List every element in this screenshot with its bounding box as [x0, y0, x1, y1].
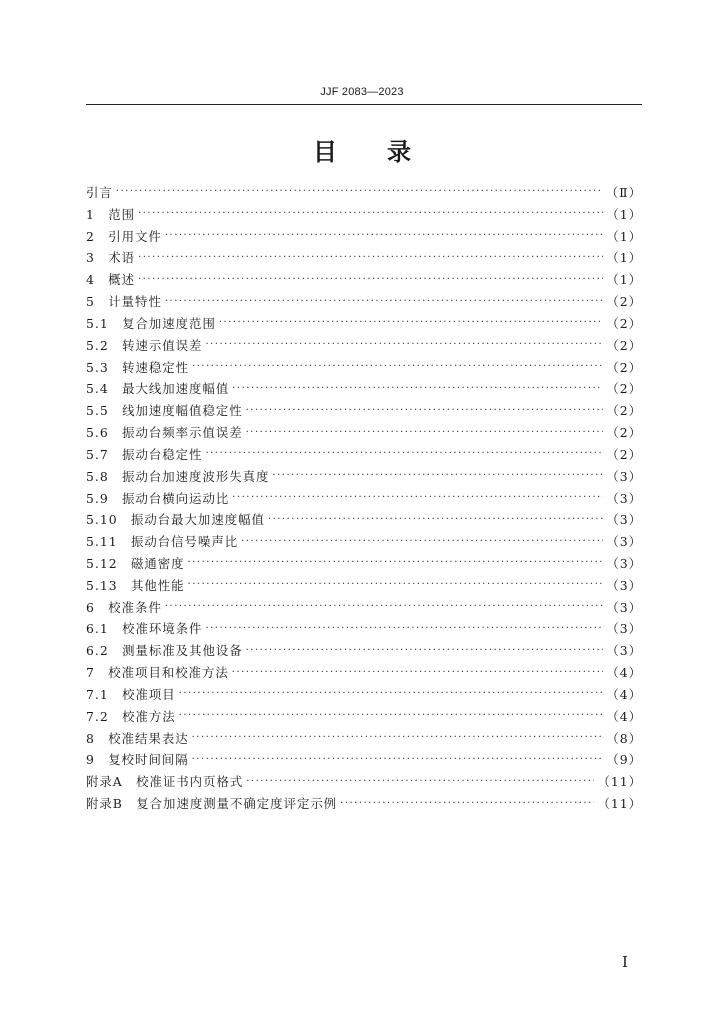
toc-entry-label: 5.5 线加速度幅值稳定性 [86, 403, 243, 419]
toc-leader-dots [192, 361, 603, 372]
toc-entry-page: （4） [606, 665, 642, 681]
toc-entry-page: （3） [606, 468, 642, 484]
table-of-contents [86, 181, 642, 814]
toc-entry[interactable] [86, 377, 642, 399]
toc-entry[interactable] [86, 792, 642, 814]
toc-leader-dots [246, 405, 604, 416]
toc-entry-page: （3） [606, 512, 642, 528]
toc-entry[interactable] [86, 443, 642, 465]
toc-entry-page: （Ⅱ） [605, 184, 642, 200]
toc-leader-dots [205, 623, 603, 634]
toc-leader-dots [241, 536, 603, 547]
toc-leader-dots [138, 252, 603, 263]
toc-entry[interactable] [86, 465, 642, 487]
toc-entry-label: 引言 [86, 184, 113, 200]
toc-entry-label: 5.1 复合加速度范围 [86, 315, 216, 331]
toc-entry-page: （3） [606, 490, 642, 506]
toc-entry-page: （2） [606, 446, 642, 462]
toc-leader-dots [138, 208, 603, 219]
toc-entry-page: （3） [606, 577, 642, 593]
toc-leader-dots [192, 754, 604, 765]
toc-entry[interactable] [86, 246, 642, 268]
toc-entry-page: （2） [606, 294, 642, 310]
toc-leader-dots [232, 383, 603, 394]
toc-title [0, 132, 724, 167]
toc-entry-page: （4） [606, 708, 642, 724]
toc-entry-page: （3） [606, 643, 642, 659]
toc-leader-dots [246, 427, 604, 438]
toc-leader-dots [165, 601, 603, 612]
toc-leader-dots [165, 296, 603, 307]
toc-entry-page: （11） [597, 796, 642, 812]
toc-entry-page: （2） [606, 403, 642, 419]
toc-entry-label: 5.9 振动台横向运动比 [86, 490, 230, 506]
toc-entry[interactable] [86, 639, 642, 661]
toc-leader-dots [268, 514, 603, 525]
toc-entry-page: （11） [597, 774, 642, 790]
toc-entry[interactable] [86, 727, 642, 749]
toc-entry-page: （1） [606, 272, 642, 288]
toc-leader-dots [179, 710, 604, 721]
toc-leader-dots [340, 798, 594, 809]
toc-entry[interactable] [86, 181, 642, 203]
toc-entry-label: 5.11 振动台信号噪声比 [86, 534, 239, 550]
toc-entry[interactable] [86, 487, 642, 509]
toc-entry[interactable] [86, 399, 642, 421]
toc-entry[interactable] [86, 312, 642, 334]
toc-entry-page: （3） [606, 555, 642, 571]
toc-leader-dots [232, 667, 604, 678]
toc-entry-page: （8） [606, 730, 642, 746]
toc-entry-label: 5.8 振动台加速度波形失真度 [86, 468, 270, 484]
toc-entry-label: 5.10 振动台最大加速度幅值 [86, 512, 265, 528]
toc-entry-page: （2） [606, 381, 642, 397]
toc-entry-label: 5.7 振动台稳定性 [86, 446, 203, 462]
toc-entry-label: 2 引用文件 [86, 228, 162, 244]
toc-leader-dots [165, 230, 603, 241]
toc-entry[interactable] [86, 268, 642, 290]
document-code-header: JJF 2083—2023 [320, 86, 404, 98]
toc-entry-page: （1） [606, 228, 642, 244]
toc-entry-page: （9） [606, 752, 642, 768]
toc-title-part2: 录 [387, 138, 411, 166]
toc-entry[interactable] [86, 356, 642, 378]
toc-entry-page: （3） [606, 599, 642, 615]
toc-entry-page: （1） [606, 250, 642, 266]
toc-entry[interactable] [86, 421, 642, 443]
toc-leader-dots [205, 339, 603, 350]
toc-entry-label: 6.1 校准环境条件 [86, 621, 203, 637]
toc-entry-label: 9 复校时间间隔 [86, 752, 189, 768]
toc-entry[interactable] [86, 770, 642, 792]
toc-leader-dots [246, 645, 604, 656]
toc-entry[interactable] [86, 334, 642, 356]
toc-entry-page: （2） [606, 425, 642, 441]
page-number: Ⅰ [622, 953, 628, 971]
toc-entry-label: 3 术语 [86, 250, 136, 266]
toc-entry-label: 5.12 磁通密度 [86, 555, 185, 571]
toc-entry-page: （1） [606, 206, 642, 222]
toc-leader-dots [272, 470, 603, 481]
toc-entry-label: 附录B 复合加速度测量不确定度评定示例 [86, 796, 338, 812]
toc-entry[interactable] [86, 661, 642, 683]
toc-leader-dots [246, 776, 594, 787]
toc-entry-label: 5.2 转速示值误差 [86, 337, 203, 353]
toc-entry-page: （2） [606, 315, 642, 331]
toc-entry[interactable] [86, 552, 642, 574]
toc-entry-page: （3） [606, 534, 642, 550]
toc-leader-dots [179, 688, 604, 699]
toc-entry[interactable] [86, 618, 642, 640]
toc-entry[interactable] [86, 596, 642, 618]
toc-entry[interactable] [86, 530, 642, 552]
toc-entry-label: 5.13 其他性能 [86, 577, 185, 593]
toc-entry-label: 6.2 测量标准及其他设备 [86, 643, 243, 659]
toc-title-part1: 目 [313, 138, 337, 166]
toc-entry-page: （2） [606, 337, 642, 353]
toc-leader-dots [188, 557, 604, 568]
toc-entry-page: （4） [606, 686, 642, 702]
toc-entry[interactable] [86, 683, 642, 705]
toc-leader-dots [219, 317, 603, 328]
toc-leader-dots [116, 186, 603, 197]
toc-entry-label: 5.6 振动台频率示值误差 [86, 425, 243, 441]
toc-entry-label: 附录A 校准证书内页格式 [86, 774, 244, 790]
toc-entry-label: 7.2 校准方法 [86, 708, 176, 724]
toc-entry[interactable] [86, 290, 642, 312]
toc-entry[interactable] [86, 574, 642, 596]
toc-leader-dots [192, 732, 604, 743]
toc-leader-dots [232, 492, 603, 503]
toc-leader-dots [138, 274, 603, 285]
toc-entry-page: （2） [606, 359, 642, 375]
toc-entry-label: 7.1 校准项目 [86, 686, 176, 702]
toc-entry-label: 6 校准条件 [86, 599, 162, 615]
toc-entry-label: 5 计量特性 [86, 294, 162, 310]
toc-entry-label: 1 范围 [86, 206, 136, 222]
toc-entry-label: 5.3 转速稳定性 [86, 359, 190, 375]
toc-leader-dots [205, 448, 603, 459]
toc-entry[interactable] [86, 749, 642, 771]
toc-entry-label: 5.4 最大线加速度幅值 [86, 381, 230, 397]
toc-leader-dots [188, 579, 604, 590]
toc-entry[interactable] [86, 225, 642, 247]
toc-entry-label: 7 校准项目和校准方法 [86, 665, 229, 681]
toc-entry-label: 8 校准结果表达 [86, 730, 189, 746]
toc-entry-page: （3） [606, 621, 642, 637]
toc-entry[interactable] [86, 705, 642, 727]
toc-entry-label: 4 概述 [86, 272, 136, 288]
toc-entry[interactable] [86, 508, 642, 530]
toc-entry[interactable] [86, 203, 642, 225]
header-divider [86, 104, 642, 105]
